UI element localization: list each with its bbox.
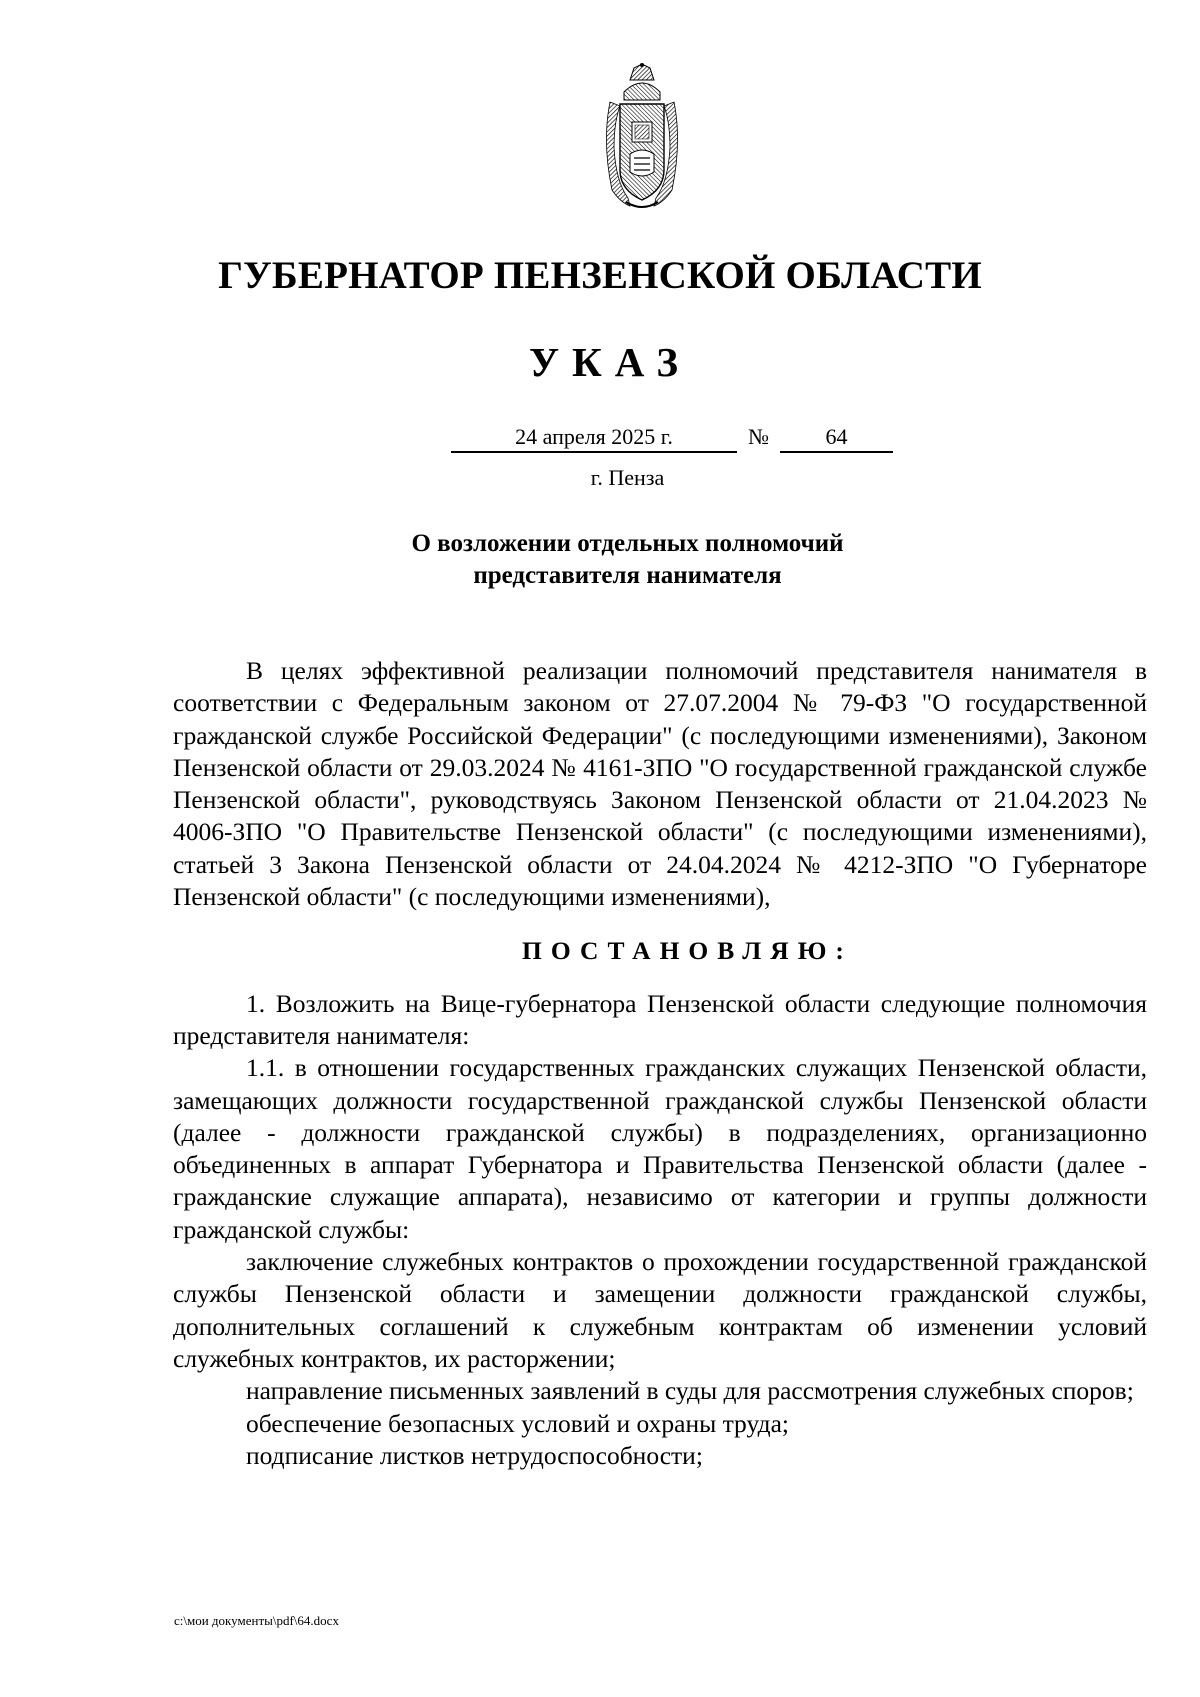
body-paragraph: подписание листков нетрудоспособности;: [246, 1440, 703, 1470]
subject-line-2: представителя нанимателя: [473, 562, 782, 589]
coat-of-arms-icon: [600, 62, 684, 212]
file-path-footer: c:\мои документы\pdf\64.docx: [174, 1613, 339, 1628]
body-paragraph: 1.1. в отношении государственных гражданских служащих Пензенской области, замещающих должности государственной гражданской службы Пензенской области (далее - должности гражданской службы) в подразделениях, организационно объединенных в аппарат Губернатора и Правительства Пензенской области (далее - гражданские служащие аппарата), независимо от категории и группы должности гражданской службы:: [173, 1053, 1147, 1244]
issuer-title: ГУБЕРНАТОР ПЕНЗЕНСКОЙ ОБЛАСТИ: [218, 254, 982, 297]
body-paragraph: направление письменных заявлений в суды для рассмотрения служебных споров;: [246, 1376, 1134, 1406]
document-type: УКАЗ: [528, 339, 692, 385]
city: г. Пенза: [590, 465, 665, 490]
subject-line-1: О возложении отдельных полномочий: [411, 530, 844, 557]
body-paragraph: заключение служебных контрактов о прохождении государственной гражданской службы Пензенской области и замещении должности гражданской службы, дополнительных соглашений к служебным контрактам об изменении условий служебных контрактов, их расторжении;: [173, 1247, 1147, 1373]
decree-date: 24 апреля 2025 г.: [451, 423, 737, 453]
body-paragraph: обеспечение безопасных условий и охраны труда;: [246, 1408, 789, 1438]
body-paragraph: 1. Возложить на Вице-губернатора Пензенской области следующие полномочия представителя нанимателя:: [173, 988, 1147, 1050]
preamble-paragraph: В целях эффективной реализации полномочий представителя нанимателя в соответствии с Федеральным законом от 27.07.2004 № 79-ФЗ "О государственной гражданской службе Российской Федерации" (с последующими изменениями), Законом Пензенской области от 29.03.2024 № 4161-ЗПО "О государственной гражданской службе Пензенской области", руководствуясь Законом Пензенской области от 21.04.2023 № 4006-ЗПО "О Правительстве Пензенской области" (с последующими изменениями), статьей 3 Закона Пензенской области от 24.04.2024 № 4212-ЗПО "О Губернаторе Пензенской области" (с последующими изменениями),: [173, 656, 1147, 912]
decree-number: 64: [780, 423, 893, 453]
decree-subject: [0, 528, 1200, 592]
number-label: №: [748, 424, 769, 449]
resolve-heading: ПОСТАНОВЛЯЮ:: [522, 936, 853, 966]
decree-body: [173, 655, 1147, 1472]
